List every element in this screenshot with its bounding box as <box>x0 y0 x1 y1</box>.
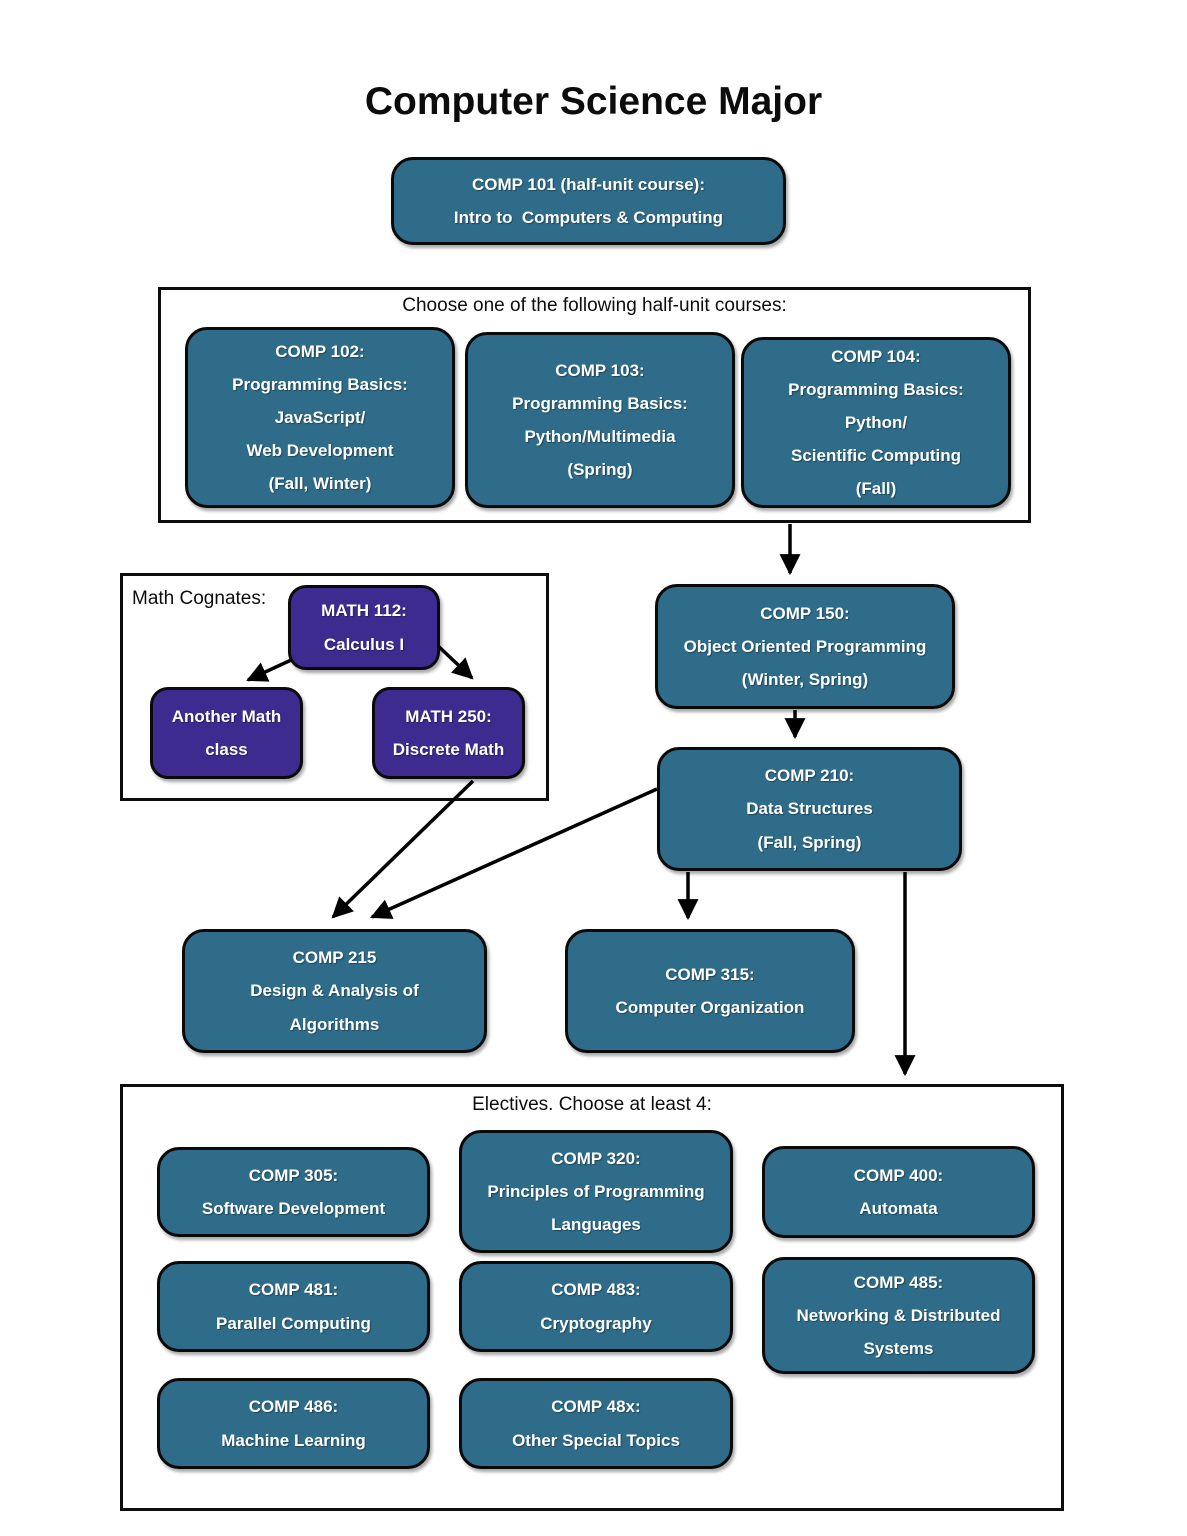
electives-label: Electives. Choose at least 4: <box>472 1094 712 1115</box>
course-comp-481: COMP 481: Parallel Computing <box>157 1261 430 1352</box>
course-comp-210: COMP 210: Data Structures (Fall, Spring) <box>657 747 962 871</box>
course-comp-486: COMP 486: Machine Learning <box>157 1378 430 1469</box>
arrow-comp210-to-comp215 <box>372 789 657 917</box>
course-comp-483: COMP 483: Cryptography <box>459 1261 733 1352</box>
math-cognates-label: Math Cognates: <box>132 588 267 609</box>
course-comp-101: COMP 101 (half-unit course): Intro to Computers & Computing <box>391 157 786 245</box>
course-comp-485: COMP 485: Networking & Distributed Systems <box>762 1257 1035 1374</box>
course-math-112: MATH 112: Calculus I <box>288 585 440 670</box>
course-another-math-class: Another Math class <box>150 687 303 779</box>
course-comp-103: COMP 103: Programming Basics: Python/Multimedia (Spring) <box>465 332 735 508</box>
course-math-250: MATH 250: Discrete Math <box>372 687 525 779</box>
course-comp-104: COMP 104: Programming Basics: Python/ Scientific Computing (Fall) <box>741 337 1011 508</box>
course-comp-150: COMP 150: Object Oriented Programming (Winter, Spring) <box>655 584 955 709</box>
course-comp-320: COMP 320: Principles of Programming Languages <box>459 1130 733 1253</box>
course-comp-215: COMP 215 Design & Analysis of Algorithms <box>182 929 487 1053</box>
course-comp-102: COMP 102: Programming Basics: JavaScript/ Web Development (Fall, Winter) <box>185 327 455 508</box>
arrow-math250-to-comp215 <box>333 781 473 917</box>
course-comp-48x: COMP 48x: Other Special Topics <box>459 1378 733 1469</box>
half-unit-group-label: Choose one of the following half-unit courses: <box>402 295 787 316</box>
course-comp-305: COMP 305: Software Development <box>157 1147 430 1237</box>
course-comp-400: COMP 400: Automata <box>762 1146 1035 1238</box>
course-comp-315: COMP 315: Computer Organization <box>565 929 855 1053</box>
page-title: Computer Science Major <box>364 80 823 123</box>
